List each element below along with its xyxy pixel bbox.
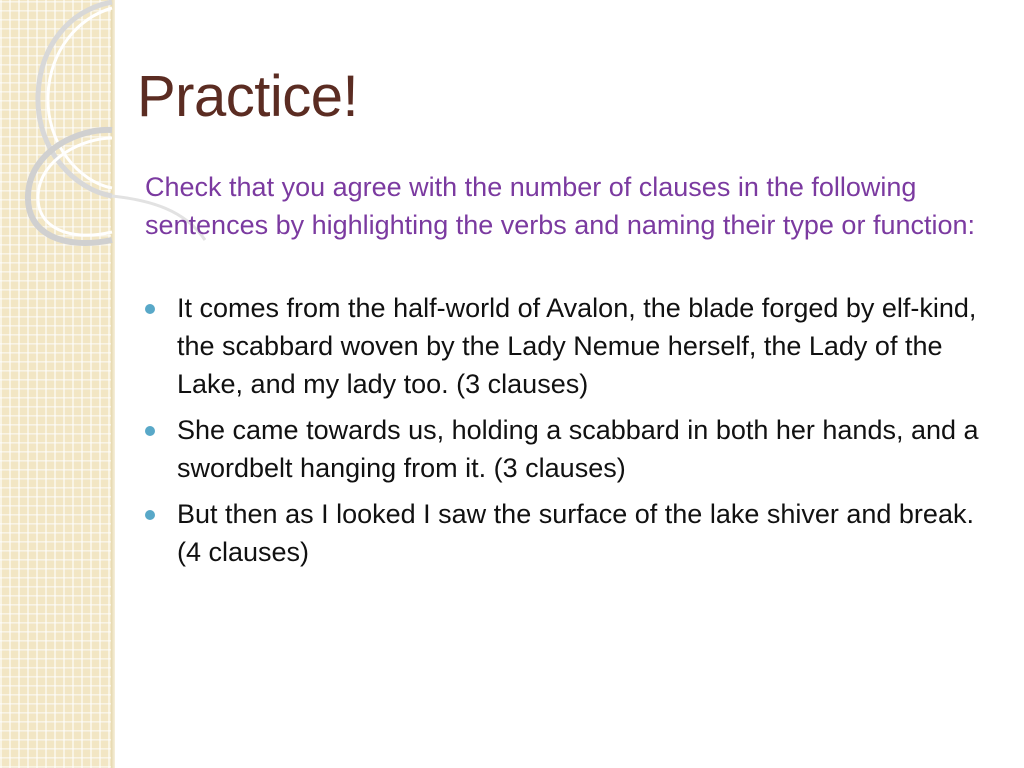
list-item [145,495,1005,571]
bullet-icon [145,510,155,520]
bullet-icon [145,304,155,314]
list-item [145,411,1005,487]
instructions-text: Check that you agree with the number of clauses in the following sentences by highlighting the verbs and naming their type or function: [145,172,976,240]
side-strip-edge [111,0,115,768]
sentence-list [145,289,1005,579]
decorative-side-strip [0,0,113,768]
list-item-text: She came towards us, holding a scabbard in both her hands, and a swordbelt hanging from it. (3 clauses) [177,415,979,483]
slide-title: Practice! [137,64,359,129]
list-item-text: But then as I looked I saw the surface of the lake shiver and break. (4 clauses) [177,499,974,567]
list-item-text: It comes from the half-world of Avalon, the blade forged by elf-kind, the scabbard woven by the Lady Nemue herself, the Lady of the Lake, and my lady too. (3 clauses) [177,293,977,399]
bullet-icon [145,426,155,436]
list-item [145,289,1005,403]
